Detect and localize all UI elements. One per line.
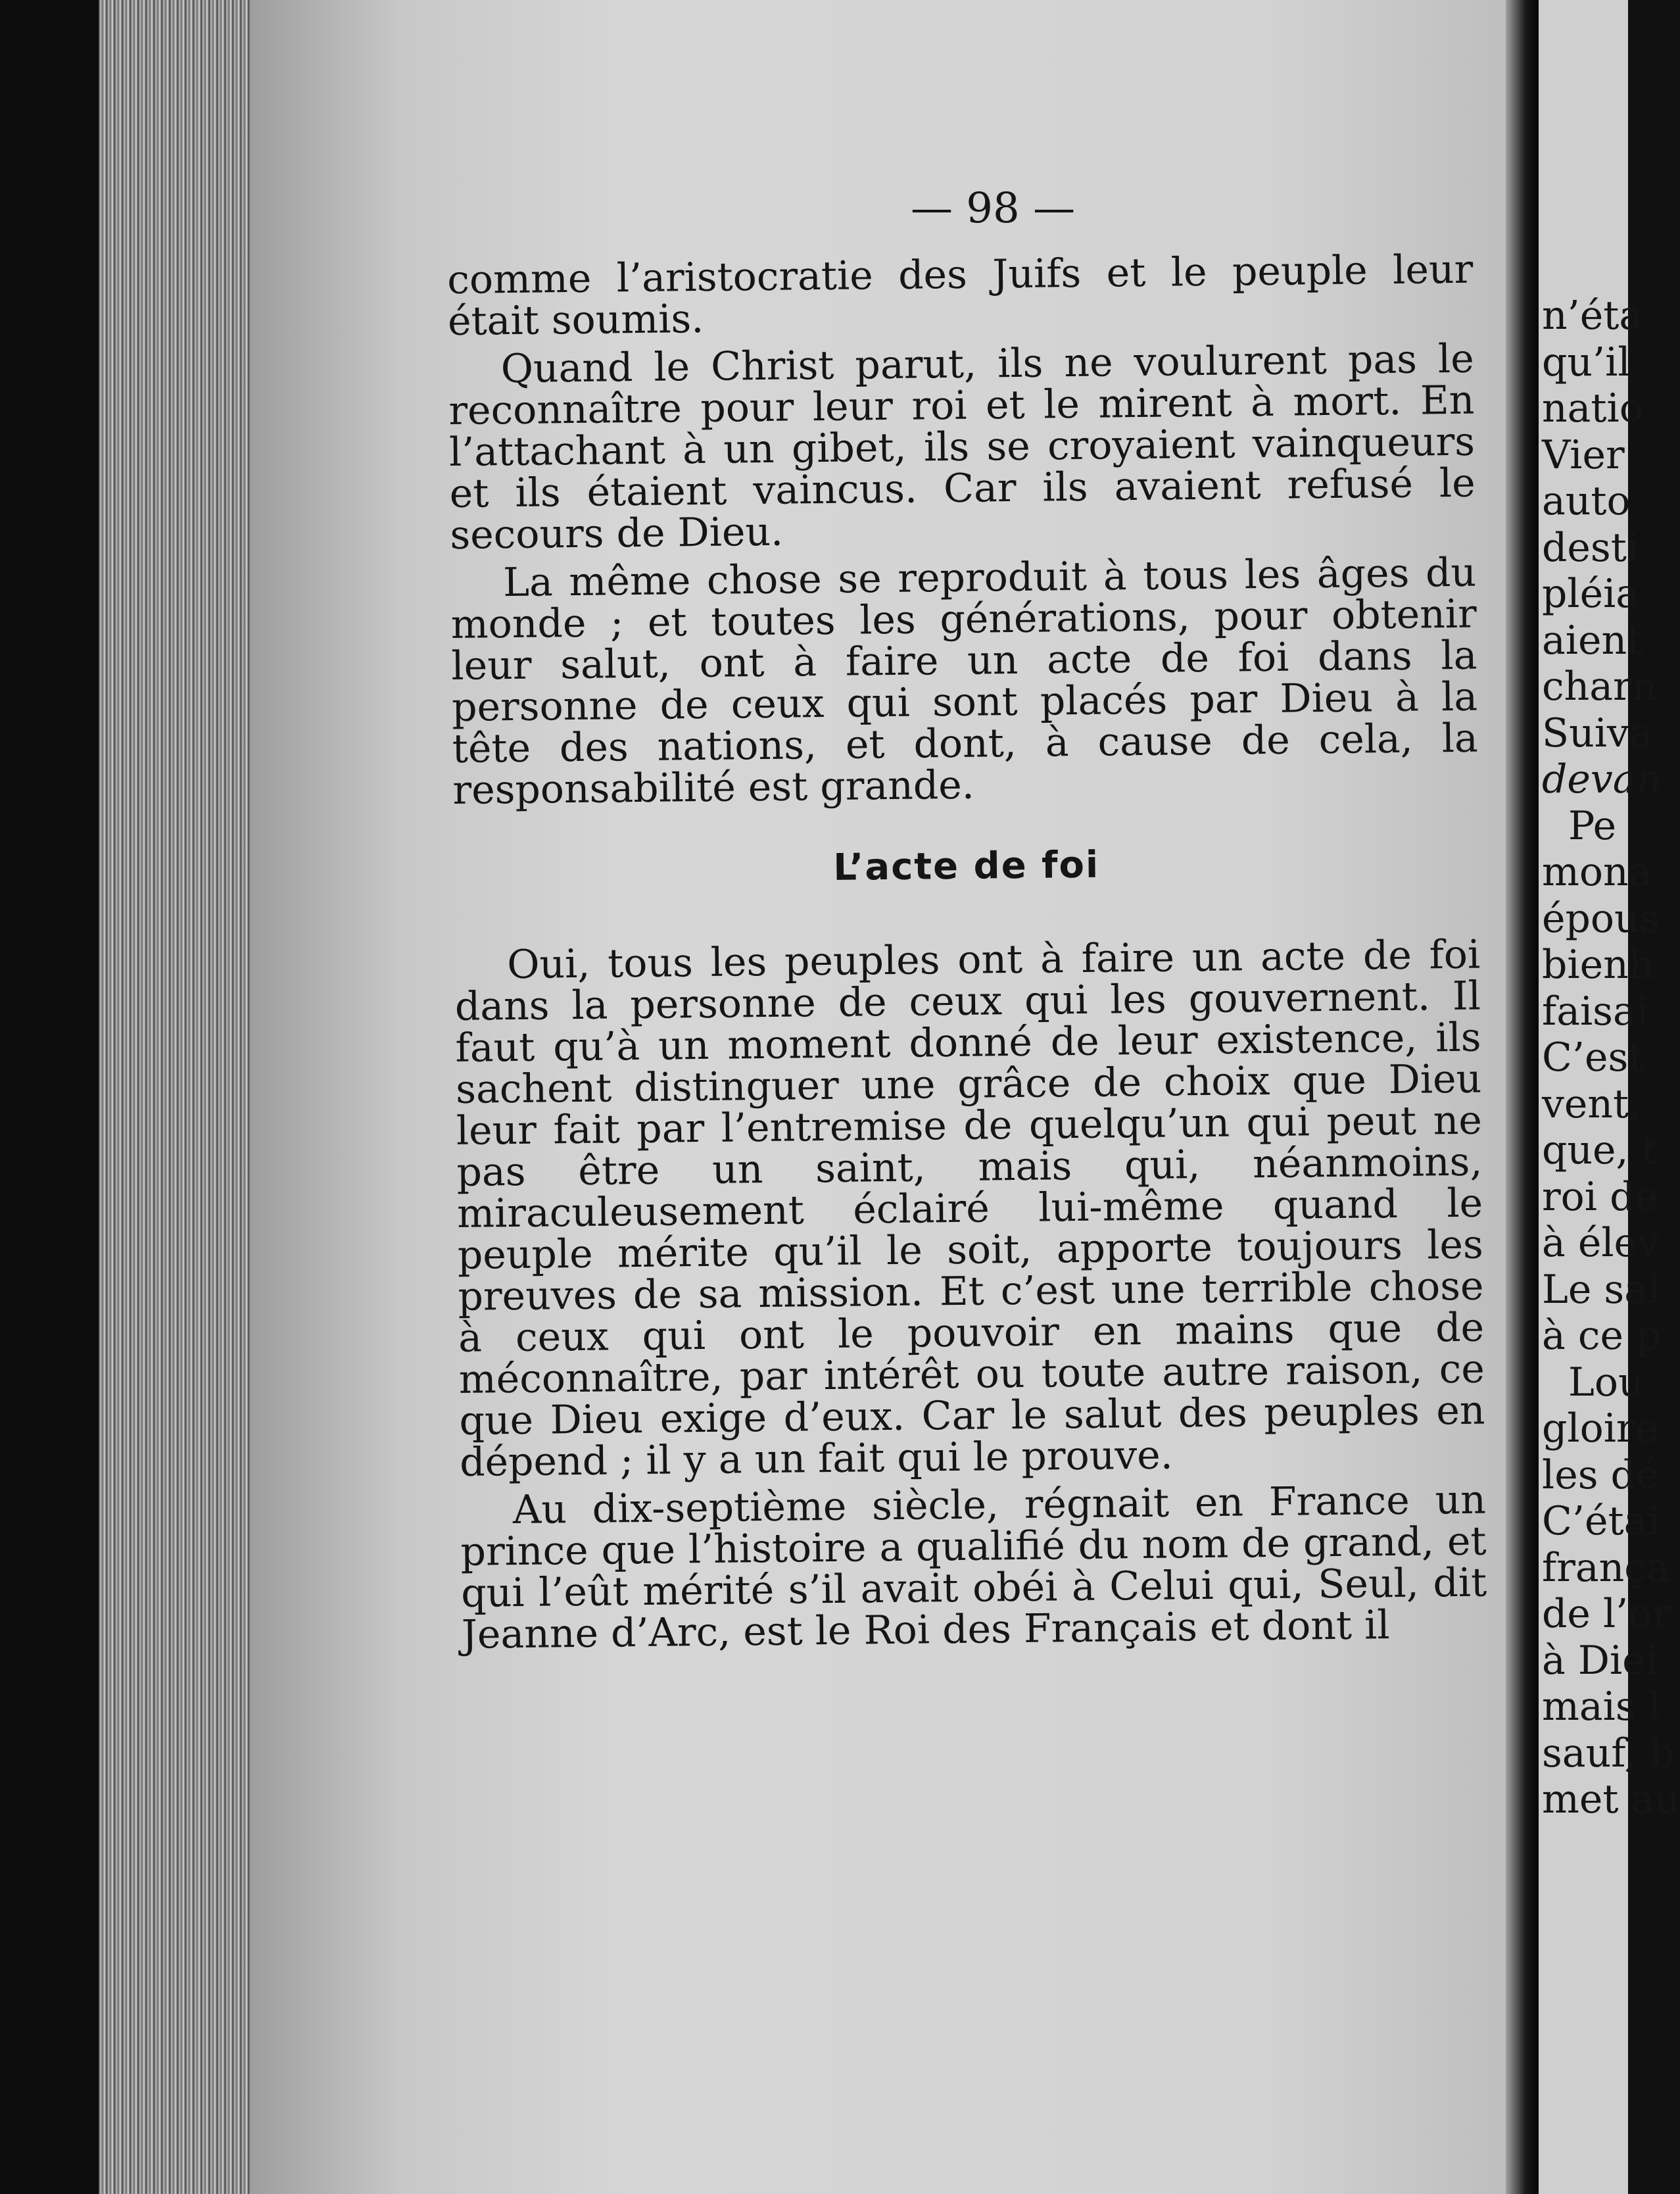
paragraph: comme l’aristocratie des Juifs et le peuple leur était soumis. <box>446 246 1474 345</box>
facing-line: pléia <box>1542 571 1640 617</box>
facing-line: Lou <box>1568 1359 1644 1405</box>
scan-border <box>0 0 99 2194</box>
facing-line: à Diei <box>1542 1637 1658 1684</box>
facing-line: Suiva <box>1542 710 1653 756</box>
facing-line: auto <box>1542 478 1631 524</box>
facing-line: gloire <box>1542 1405 1659 1451</box>
facing-line: roi de <box>1542 1173 1658 1220</box>
facing-line: que, t <box>1542 1127 1657 1173</box>
paragraph: Quand le Christ parut, ils ne voulurent pas le reconnaître pour leur roi et le mirent à mort. En l’attachant à un gibet, ils se croyaient vainqueurs et ils étaient vaincus. Car ils avaient refusé le secours de Dieu. <box>448 335 1476 558</box>
page-edges <box>99 0 250 2194</box>
section-heading: L’acte de foi <box>832 843 1100 889</box>
paragraph: Au dix-septième siècle, régnait en France un prince que l’histoire a qualifié du nom de grand, et qui l’eût mérité s’il avait obéi à Celui qui, Seul, dit Jeanne d’Arc, est le Roi des Français et dont il <box>460 1476 1487 1658</box>
facing-line: à élev <box>1542 1220 1660 1266</box>
facing-line: natio <box>1542 385 1643 431</box>
facing-line: les dé <box>1542 1451 1660 1498</box>
facing-line: C’étai <box>1542 1498 1660 1544</box>
paragraph: La même chose se reproduit à tous les âges du monde ; et toutes les générations, pour obtenir leur salut, ont à faire un acte de foi dans la personne de ceux qui sont placés par Dieu à la tête des nations, et dont, à cause de cela, la responsabilité est grande. <box>450 549 1479 814</box>
facing-line: qu’il <box>1542 339 1631 385</box>
facing-line: C’est <box>1542 1035 1644 1081</box>
facing-line: met au <box>1542 1776 1680 1822</box>
facing-line: de l’or <box>1542 1591 1671 1637</box>
facing-line: mona <box>1542 849 1652 895</box>
facing-line: mais l <box>1542 1684 1661 1730</box>
facing-line: épous <box>1542 895 1660 942</box>
facing-line: faisai <box>1542 988 1649 1035</box>
facing-line: à ce p <box>1542 1313 1662 1359</box>
facing-line: charn <box>1542 664 1658 710</box>
book-gutter <box>1506 0 1539 2194</box>
page-body <box>446 246 1487 1663</box>
facing-line: Pe <box>1568 802 1617 849</box>
facing-line: desti <box>1542 524 1640 571</box>
facing-line: Vier <box>1542 431 1625 478</box>
facing-line: n’éta <box>1542 293 1643 339</box>
facing-line: bienh <box>1542 942 1654 988</box>
facing-line: sauf, b <box>1542 1730 1675 1776</box>
paragraph: Oui, tous les peuples ont à faire un acte de foi dans la personne de ceux qui les gouvernent. Il faut qu’à un moment donné de leur existence, ils sachent distinguer une grâce de choix que Dieu leur fait par l’entremise de quelqu’un qui peut ne pas être un saint, mais qui, néanmoins, miraculeusement éclairé lui-même quand le peuple mérite qu’il le soit, apporte toujours les preuves de sa mission. Et c’est une terrible chose à ceux qui ont le pouvoir en mains que de méconnaître, par intérêt ou toute autre raison, ce que Dieu exige d’eux. Car le salut des peuples en dépend ; il y a un fait qui le prouve. <box>454 931 1485 1486</box>
facing-line: aient <box>1542 617 1643 664</box>
facing-page-text <box>1542 293 1680 1823</box>
facing-line: devan <box>1542 756 1662 802</box>
facing-line: Le sal <box>1542 1266 1661 1313</box>
facing-line: vent, <box>1542 1081 1642 1127</box>
page-number: — 98 — <box>910 184 1076 233</box>
facing-line: frança <box>1542 1544 1670 1591</box>
